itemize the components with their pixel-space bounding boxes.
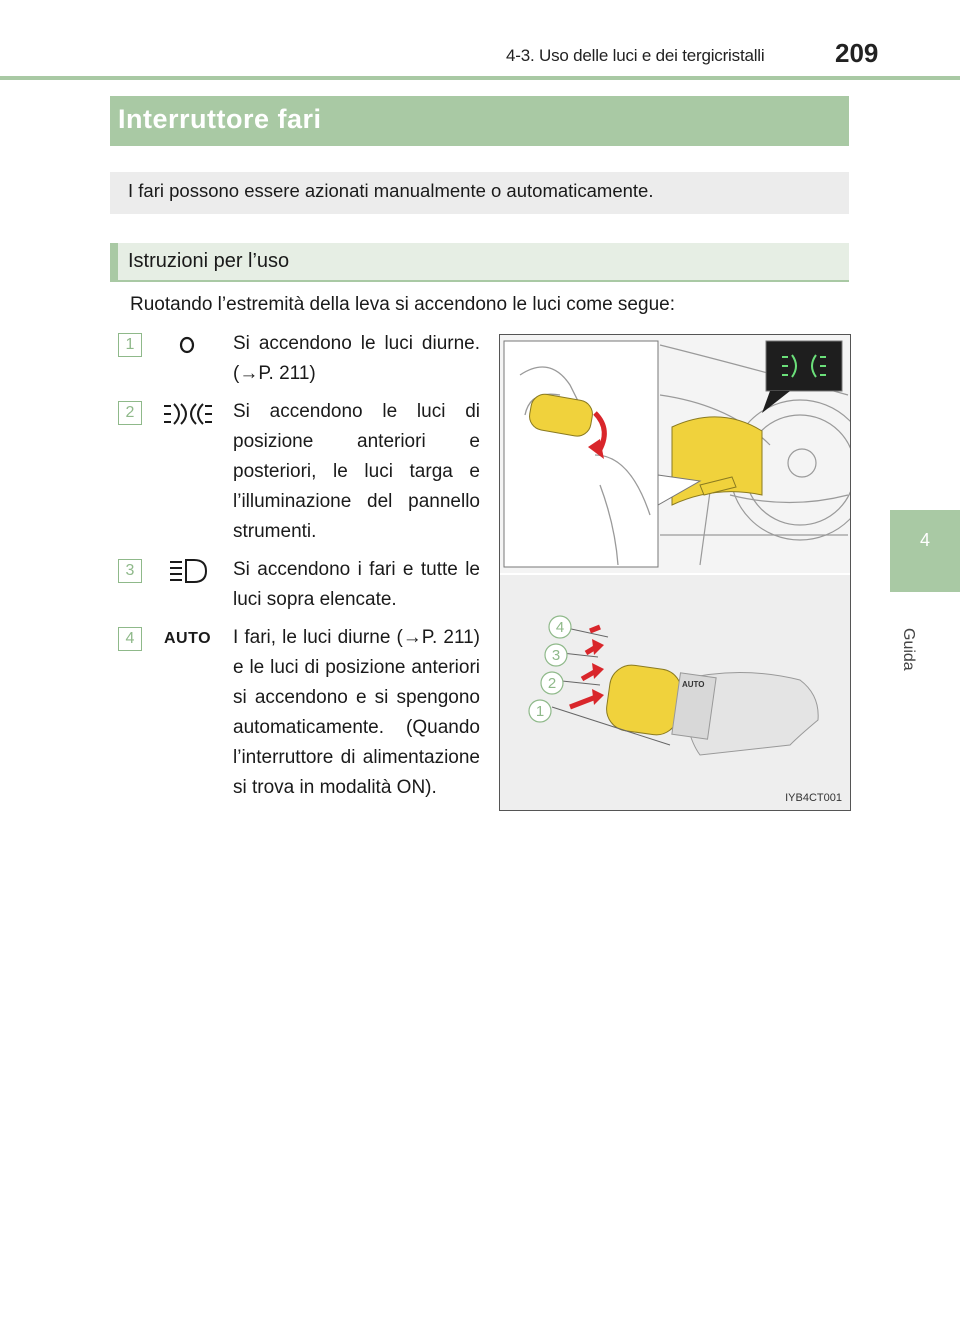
- lever-label-4: 4: [555, 619, 565, 636]
- chapter-label: [893, 628, 923, 688]
- lever-label-2: 2: [547, 675, 557, 692]
- position-lights-icon: [162, 400, 214, 428]
- section-label: 4-3. Uso delle luci e dei tergicristalli: [506, 46, 765, 65]
- illustration-code: IYB4CT001: [785, 792, 842, 804]
- chapter-tab: [890, 510, 960, 592]
- lever-label-3: 3: [551, 647, 561, 664]
- item-number-1: 1: [118, 333, 142, 357]
- item-text-2: Si accendono le luci di posizione anteriori e posteriori, le luci targa e l’illuminazione del pannello strumenti.: [233, 401, 480, 542]
- daytime-running-light-icon: [175, 334, 203, 356]
- item-text-4: I fari, le luci diurne (→P. 211) e le luci di posizione anteriori si accendono e si spengono automaticamente. (Quando l’interruttore di alimentazione si trova in modalità ON).: [233, 627, 480, 798]
- lever-label-1: 1: [535, 703, 545, 720]
- headlight-switch-illustration: [499, 334, 851, 811]
- headlight-switch-drawing: [500, 335, 850, 810]
- item-text-1: Si accendono le luci diurne. (→P. 211): [233, 333, 480, 384]
- subheading: Istruzioni per l’uso: [128, 250, 290, 272]
- chapter-label-text: Guida: [900, 628, 917, 671]
- item-number-3: 3: [118, 559, 142, 583]
- item-number-4: 4: [118, 627, 142, 651]
- item-number-2: 2: [118, 401, 142, 425]
- page-number: 209: [835, 38, 879, 68]
- lever-auto-text: AUTO: [682, 680, 705, 689]
- intro-text: Ruotando l’estremità della leva si accendono le luci come segue:: [130, 294, 675, 315]
- chapter-number: 4: [919, 530, 930, 550]
- page-title: Interruttore fari: [118, 104, 322, 134]
- item-text-3: Si accendono i fari e tutte le luci sopra elencate.: [233, 559, 480, 610]
- headlights-icon: [168, 557, 212, 587]
- subheading-accent: [110, 243, 118, 282]
- header-rule: [0, 76, 960, 80]
- summary-text: I fari possono essere azionati manualmente o automaticamente.: [128, 180, 654, 201]
- auto-mode-label: AUTO: [164, 630, 212, 647]
